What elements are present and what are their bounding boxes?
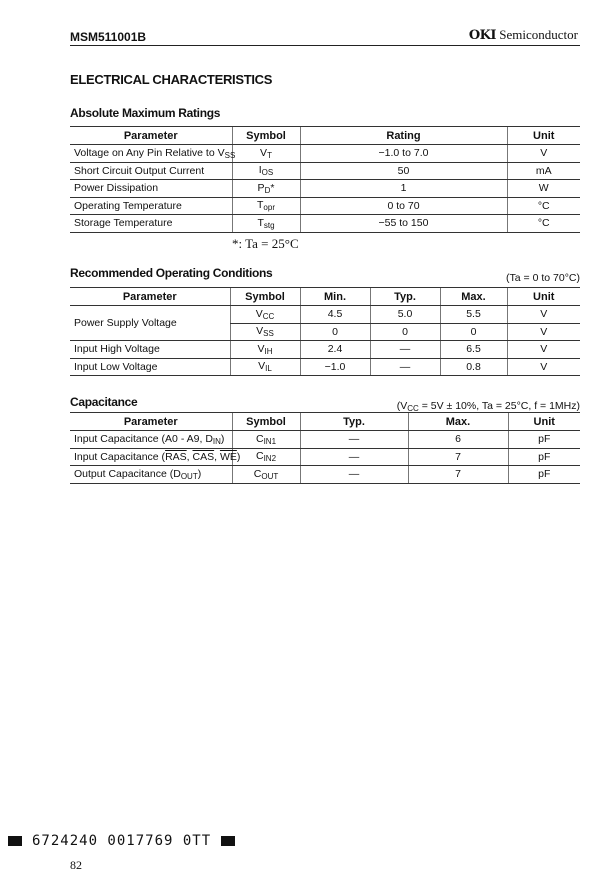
max-cell: 6 [408,431,508,449]
col-header: Max. [440,288,507,306]
param-cell: Input Capacitance ($\overline{RAS}$, $\overline{CAS}$, $\overline{WE}$) [70,448,232,466]
rec-op-table [70,287,580,376]
param-cell: Voltage on Any Pin Relative to $V_{SS}$ [70,145,232,163]
page-number: 82 [70,858,82,872]
symbol-cell: $C_{IN2}$ [232,448,300,466]
barcode [8,833,235,849]
col-header: Parameter [70,288,230,306]
unit-cell: V [507,306,580,324]
max-cell: 7 [408,466,508,484]
col-header: Parameter [70,413,232,431]
cond-text: (V [396,400,408,412]
col-header: Symbol [230,288,300,306]
param-cell: Power Dissipation [70,180,232,198]
typ-cell: — [370,341,440,359]
rating-cell: −1.0 to 7.0 [300,145,507,163]
brand-logo [469,27,578,43]
table-row [70,215,580,233]
symbol-cell: $V_{CC}$ [230,306,300,324]
col-header: Max. [408,413,508,431]
max-cell: 7 [408,448,508,466]
rec-op-condition: (Ta = 0 to 70°C) [506,272,580,284]
min-cell: 2.4 [300,341,370,359]
unit-cell: °C [507,197,580,215]
col-header: Rating [300,127,507,145]
symbol-cell: $V_T$ [232,145,300,163]
table-row [70,145,580,163]
table-row [70,358,580,376]
unit-cell: pF [508,466,580,484]
col-header: Parameter [70,127,232,145]
symbol-cell: $P_D*$ [232,180,300,198]
min-cell: −1.0 [300,358,370,376]
capacitance-table [70,412,580,484]
cond-text: = 5V ± 10%, Ta = 25°C, f = 1MHz) [418,400,580,412]
table-row [70,448,580,466]
table-row [70,306,580,324]
table-row [70,162,580,180]
param-cell: Storage Temperature [70,215,232,233]
max-cell: 0 [440,323,507,341]
footnote: *: Ta = 25°C [232,236,299,251]
typ-cell: — [300,466,408,484]
param-cell: Input High Voltage [70,341,230,359]
part-number: MSM511001B [70,30,147,44]
table-row [70,197,580,215]
param-cell: Input Capacitance (A0 - A9, $D_{IN}$) [70,431,232,449]
barcode-block [221,836,235,846]
table-row [70,431,580,449]
unit-cell: pF [508,431,580,449]
symbol-cell: $I_{OS}$ [232,162,300,180]
col-header: Unit [508,413,580,431]
min-cell: 0 [300,323,370,341]
table-row [70,180,580,198]
barcode-text: 6724240 0017769 0TT [32,833,212,849]
unit-cell: °C [507,215,580,233]
header-rule [70,45,580,46]
capacitance-heading: Capacitance [70,395,138,409]
unit-cell: W [507,180,580,198]
unit-cell: V [507,323,580,341]
symbol-cell: $T_{stg}$ [232,215,300,233]
symbol-cell: $C_{IN1}$ [232,431,300,449]
unit-cell: V [507,358,580,376]
col-header: Typ. [300,413,408,431]
symbol-cell: $T_{opr}$ [232,197,300,215]
symbol-cell: $V_{IL}$ [230,358,300,376]
rec-op-heading: Recommended Operating Conditions [70,266,273,280]
rating-cell: 1 [300,180,507,198]
symbol-cell: $C_{OUT}$ [232,466,300,484]
section-title: ELECTRICAL CHARACTERISTICS [70,72,273,87]
abs-max-heading: Absolute Maximum Ratings [70,106,221,120]
table-row [70,466,580,484]
typ-cell: — [300,431,408,449]
abs-max-table [70,126,580,233]
oki-logo: OKI [468,28,497,43]
barcode-block [8,836,22,846]
symbol-cell: $V_{SS}$ [230,323,300,341]
col-header: Symbol [232,127,300,145]
max-cell: 6.5 [440,341,507,359]
typ-cell: — [370,358,440,376]
unit-cell: pF [508,448,580,466]
unit-cell: V [507,145,580,163]
typ-cell: 5.0 [370,306,440,324]
table-row [70,341,580,359]
col-header: Unit [507,288,580,306]
unit-cell: mA [507,162,580,180]
col-header: Symbol [232,413,300,431]
col-header: Typ. [370,288,440,306]
min-cell: 4.5 [300,306,370,324]
unit-cell: V [507,341,580,359]
col-header: Unit [507,127,580,145]
max-cell: 5.5 [440,306,507,324]
rating-cell: 0 to 70 [300,197,507,215]
brand-suffix: Semiconductor [499,27,578,42]
typ-cell: 0 [370,323,440,341]
symbol-cell: $V_{IH}$ [230,341,300,359]
col-header: Min. [300,288,370,306]
rating-cell: −55 to 150 [300,215,507,233]
param-cell: Input Low Voltage [70,358,230,376]
typ-cell: — [300,448,408,466]
rating-cell: 50 [300,162,507,180]
param-cell: Power Supply Voltage [70,306,230,341]
param-cell: Operating Temperature [70,197,232,215]
max-cell: 0.8 [440,358,507,376]
param-cell: Short Circuit Output Current [70,162,232,180]
param-cell: Output Capacitance $(D_{OUT})$ [70,466,232,484]
cond-sub: CC [407,404,419,413]
